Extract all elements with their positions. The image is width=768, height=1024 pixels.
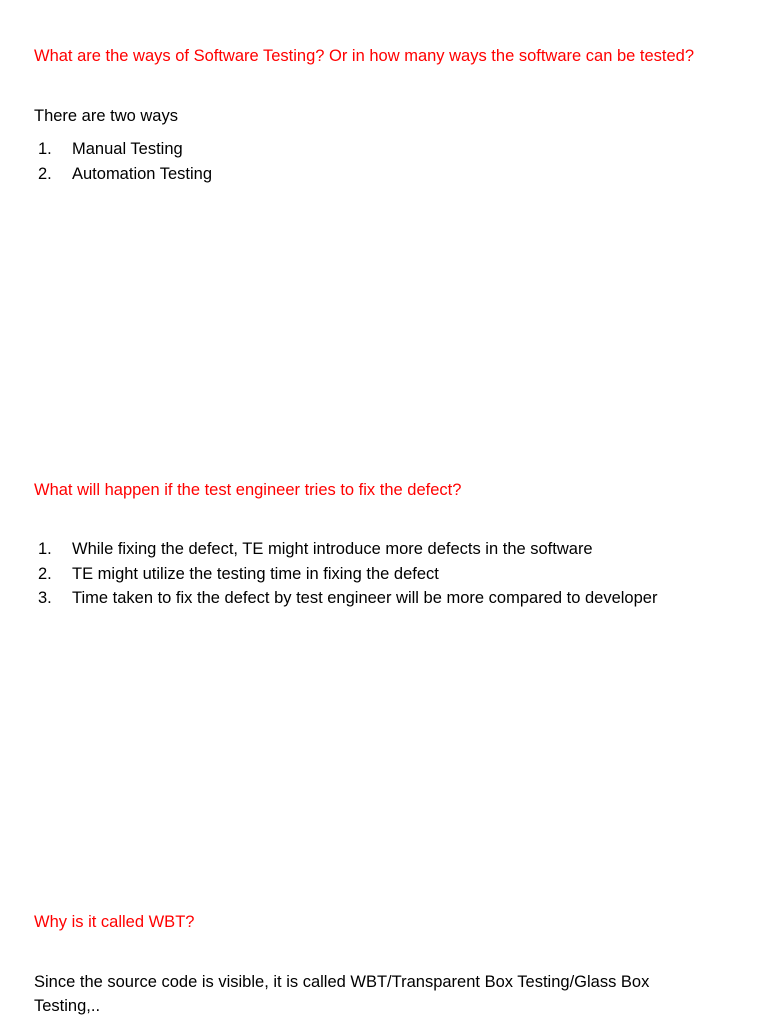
list-item-text: TE might utilize the testing time in fixing the defect (72, 564, 439, 583)
answer-text (34, 970, 649, 1018)
list-item-number: 2. (38, 564, 52, 583)
question-ways-of-testing: What are the ways of Software Testing? Or in how many ways the software can be tested? (34, 47, 695, 65)
list-item-number: 3. (38, 589, 52, 607)
question-why-wbt: Why is it called WBT? (34, 913, 195, 931)
list-item-text: Automation Testing (72, 164, 213, 183)
list-item-text: While fixing the defect, TE might introduce more defects in the software (72, 540, 593, 558)
list-item-text: Manual Testing (72, 140, 183, 158)
answer-line-1: Since the source code is visible, it is called WBT/Transparent Box Testing/Glass Box (34, 973, 650, 991)
list-item-number: 1. (38, 140, 52, 158)
list-item-number: 1. (38, 540, 52, 558)
intro-text: There are two ways (34, 107, 178, 125)
answer-line-2: Testing,.. (34, 997, 101, 1015)
list-item-text: Time taken to fix the defect by test engineer will be more compared to developer (72, 589, 658, 607)
list-item-number: 2. (38, 164, 52, 183)
question-te-fix-defect: What will happen if the test engineer tries to fix the defect? (34, 481, 462, 499)
